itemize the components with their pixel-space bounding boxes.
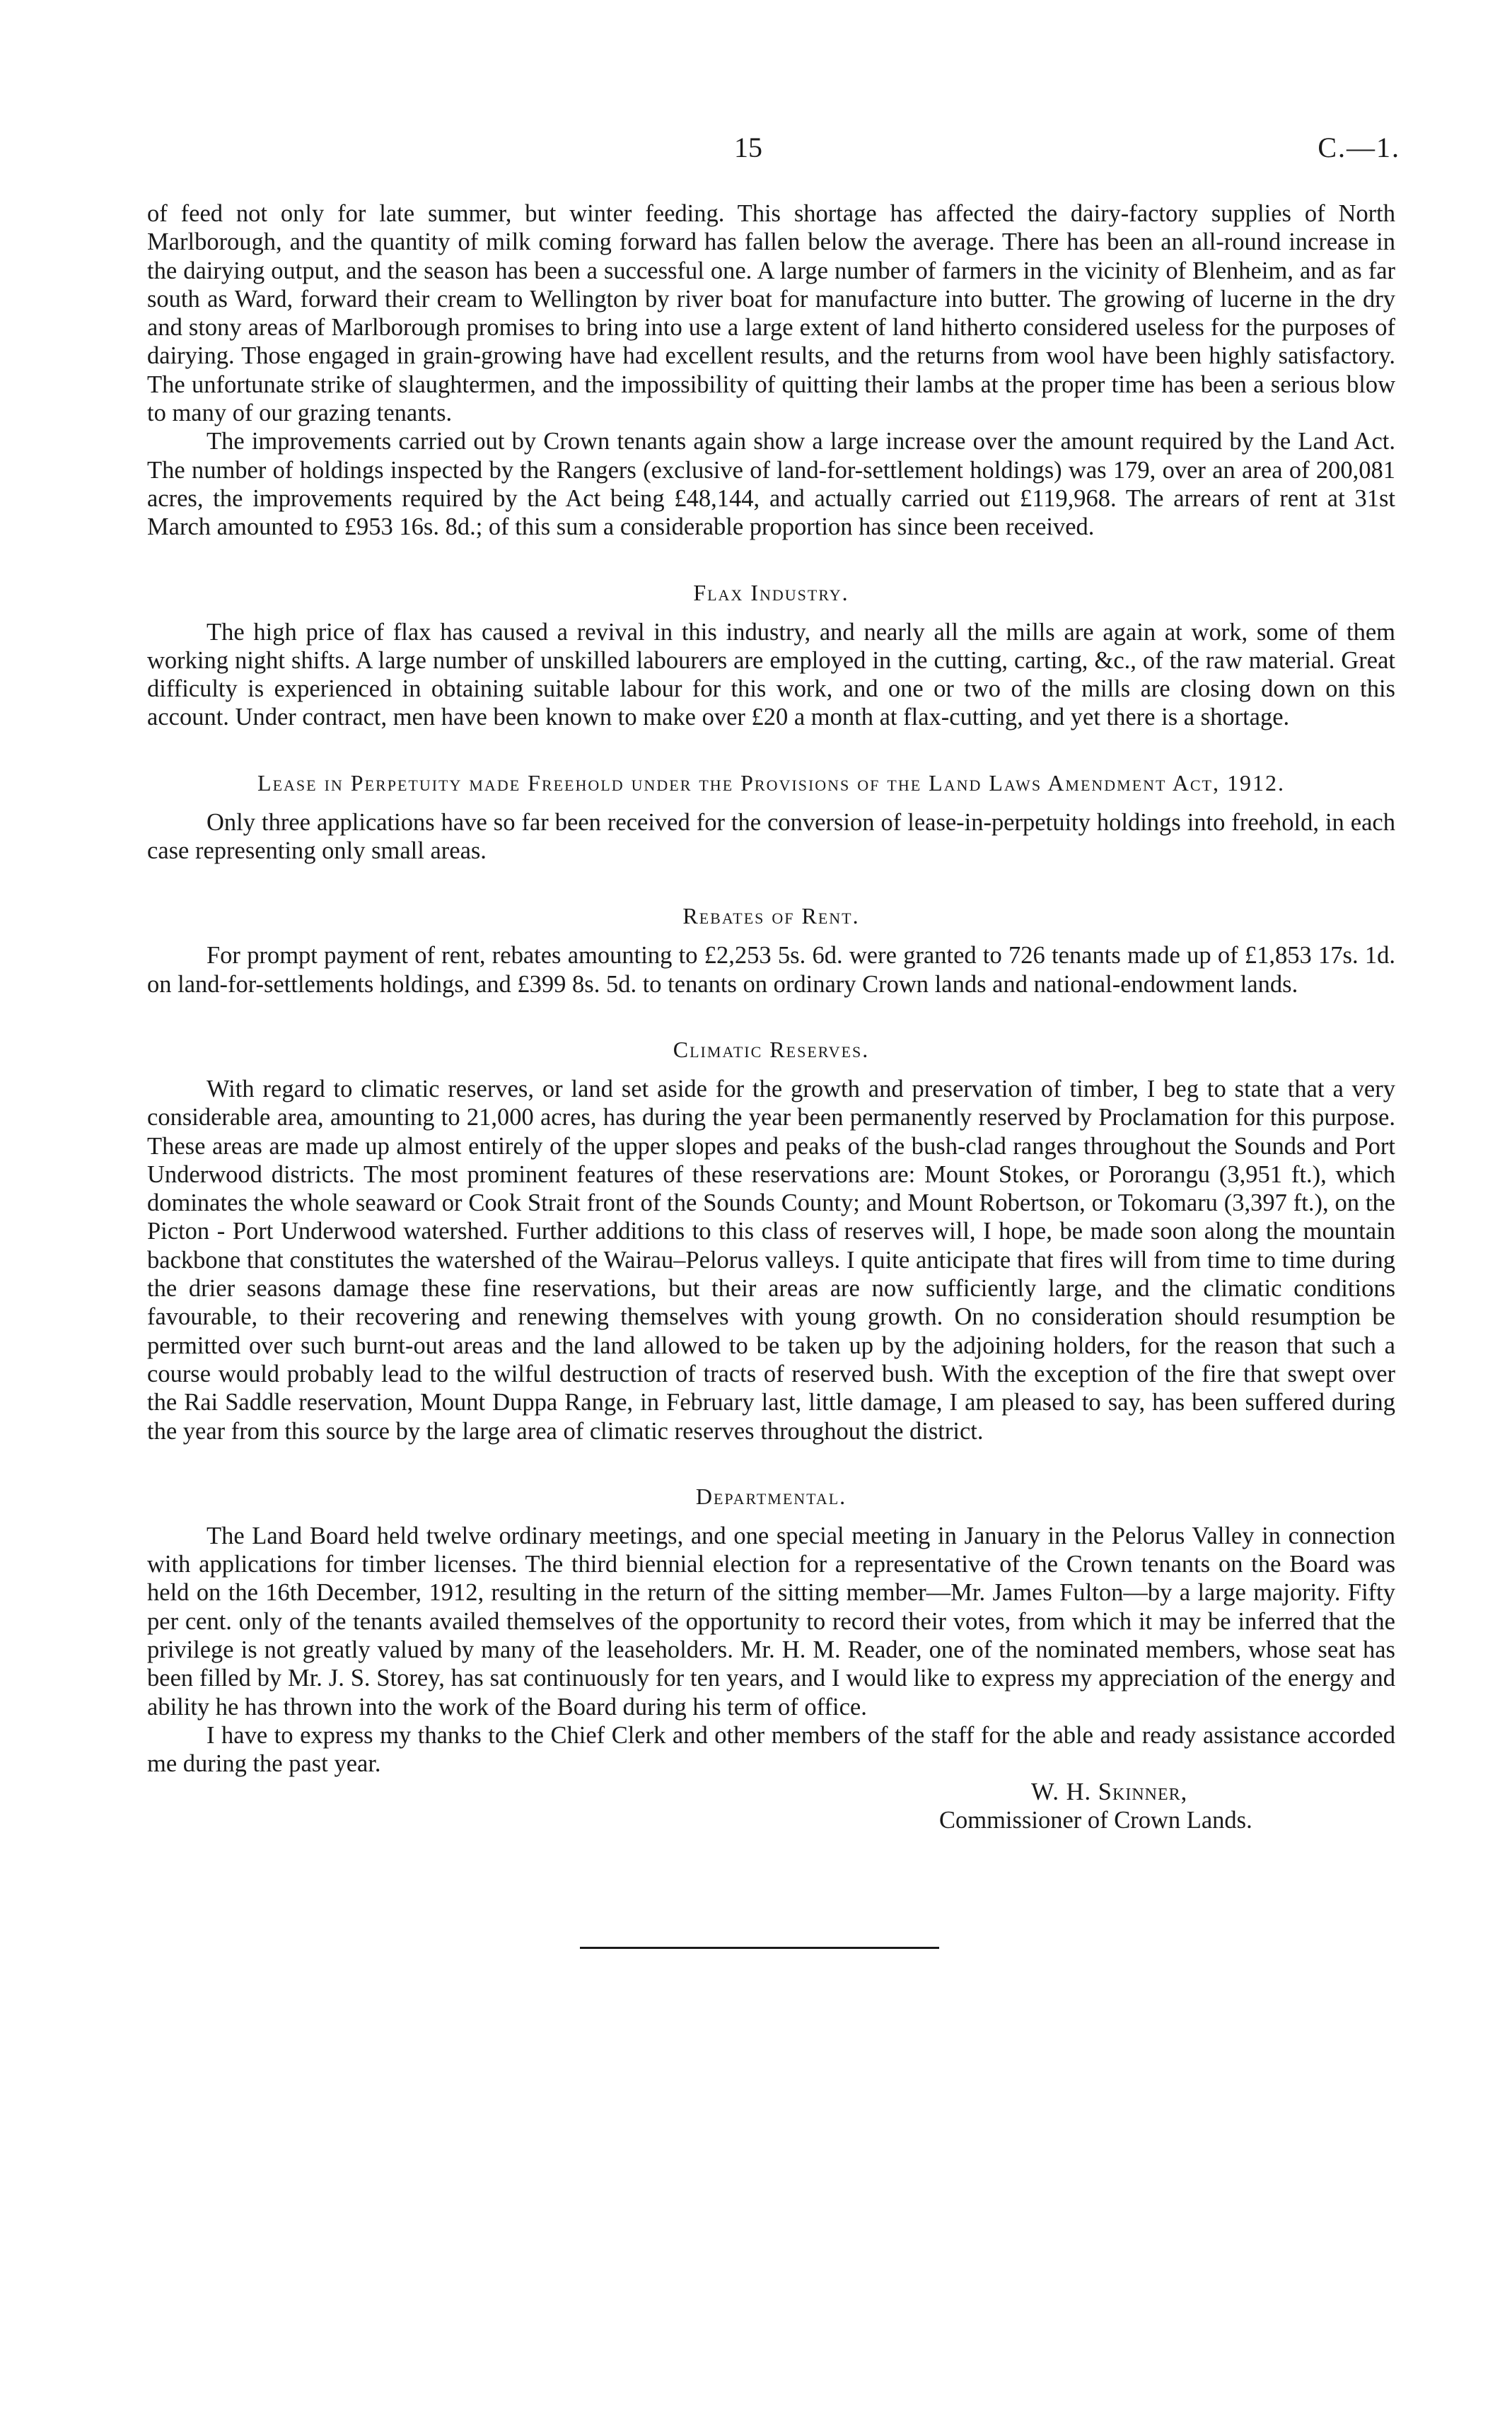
page-number: 15 xyxy=(734,132,762,163)
document-body xyxy=(147,199,1395,1834)
signatory-title: Commissioner of Crown Lands. xyxy=(939,1807,1252,1834)
paragraph-climatic-reserves: With regard to climatic reserves, or land set aside for the growth and preservation of timber, I beg to state that a very considerable area, amounting to 21,000 acres, has during the year been permanently reserved by Proclamation for this purpose. These areas are made up almost entirely of the upper slopes and peaks of the bush-clad ranges throughout the Sounds and Port Underwood districts. The most prominent features of these reservations are: Mount Stokes, or Pororangu (3,951 ft.), which dominates the whole seaward or Cook Strait front of the Sounds County; and Mount Robertson, or Tokomaru (3,397 ft.), on the Picton - Port Underwood watershed. Further additions to this class of reserves will, I hope, be made soon along the mountain backbone that constitutes the watershed of the Wairau–Pelorus valleys. I quite anticipate that fires will from time to time during the drier seasons damage these fine reservations, but their areas are now sufficiently large, and the climatic conditions favourable, to their recovering and renewing themselves with young growth. On no consideration should resumption be permitted over such burnt-out areas and the land allowed to be taken up by the adjoining holders, for the reason that such a course would probably lead to the wilful destruction of tracts of reserved bush. With the exception of the fire that swept over the Rai Saddle reservation, Mount Duppa Range, in February last, little damage, I am pleased to say, has been suffered during the year from this source by the large area of climatic reserves throughout the district. xyxy=(147,1075,1395,1445)
heading-climatic-reserves: Climatic Reserves. xyxy=(673,1036,870,1062)
heading-lease-in-perpetuity: Lease in Perpetuity made Freehold under the Provisions of the Land Laws Amendment Act, 1912. xyxy=(257,769,1285,796)
paragraph-thanks: I have to express my thanks to the Chief Clerk and other members of the staff for the able and ready assistance accorded me during the past year. xyxy=(147,1721,1395,1778)
heading-flax-industry: Flax Industry. xyxy=(693,579,849,605)
paragraph-rebates-of-rent: For prompt payment of rent, rebates amounting to £2,253 5s. 6d. were granted to 726 tenants made up of £1,853 17s. 1d. on land-for-settlements holdings, and £399 8s. 5d. to tenants on ordinary Crown lands and national-endowment lands. xyxy=(147,942,1395,998)
closing-rule xyxy=(580,1947,939,1949)
heading-departmental: Departmental. xyxy=(695,1483,847,1509)
paragraph-dairying: of feed not only for late summer, but winter feeding. This shortage has affected the dairy-factory supplies of North Marlborough, and the quantity of milk coming forward has fallen below the average. There has been an all-round increase in the dairying output, and the season has been a successful one. A large number of farmers in the vicinity of Blenheim, and as far south as Ward, forward their cream to Wellington by river boat for manufacture into butter. The growing of lucerne in the dry and stony areas of Marlborough promises to bring into use a large extent of land hitherto considered useless for the purposes of dairying. Those engaged in grain-growing have had excellent results, and the returns from wool have been highly satisfactory. The unfortunate strike of slaughtermen, and the impossibility of quitting their lambs at the proper time has been a serious blow to many of our grazing tenants. xyxy=(147,200,1395,427)
paragraph-lease-in-perpetuity: Only three applications have so far been received for the conversion of lease-in-perpetuity holdings into freehold, in each case representing only small areas. xyxy=(147,808,1395,865)
signature-block xyxy=(939,1778,1395,1834)
page-header xyxy=(0,131,1512,173)
paragraph-improvements: The improvements carried out by Crown tenants again show a large increase over the amount required by the Land Act. The number of holdings inspected by the Rangers (exclusive of land-for-settlement holdings) was 179, over an area of 200,081 acres, the improvements required by the Act being £48,144, and actually carried out £119,968. The arrears of rent at 31st March amounted to £953 16s. 8d.; of this sum a considerable proportion has since been received. xyxy=(147,428,1395,541)
document-reference: C.—1. xyxy=(1318,132,1400,163)
paragraph-departmental: The Land Board held twelve ordinary meetings, and one special meeting in January in the Pelorus Valley in connection with applications for timber licenses. The third biennial election for a representative of the Crown tenants on the Board was held on the 16th December, 1912, resulting in the return of the sitting member—Mr. James Fulton—by a large majority. Fifty per cent. only of the tenants availed themselves of the opportunity to record their votes, from which it may be inferred that the privilege is not greatly valued by many of the leaseholders. Mr. H. M. Reader, one of the nominated members, whose seat has been filled by Mr. J. S. Storey, has sat continuously for ten years, and I would like to express my appreciation of the energy and ability he has thrown into the work of the Board during his term of office. xyxy=(147,1522,1395,1721)
heading-rebates-of-rent: Rebates of Rent. xyxy=(682,903,860,929)
paragraph-flax-industry: The high price of flax has caused a revival in this industry, and nearly all the mills are again at work, some of them working night shifts. A large number of unskilled labourers are employed in the cutting, carting, &c., of the raw material. Great difficulty is experienced in obtaining suitable labour for this work, and one or two of the mills are closing down on this account. Under contract, men have been known to make over £20 a month at flax-cutting, and yet there is a shortage. xyxy=(147,618,1395,731)
signatory-name: W. H. Skinner, xyxy=(1031,1778,1188,1806)
